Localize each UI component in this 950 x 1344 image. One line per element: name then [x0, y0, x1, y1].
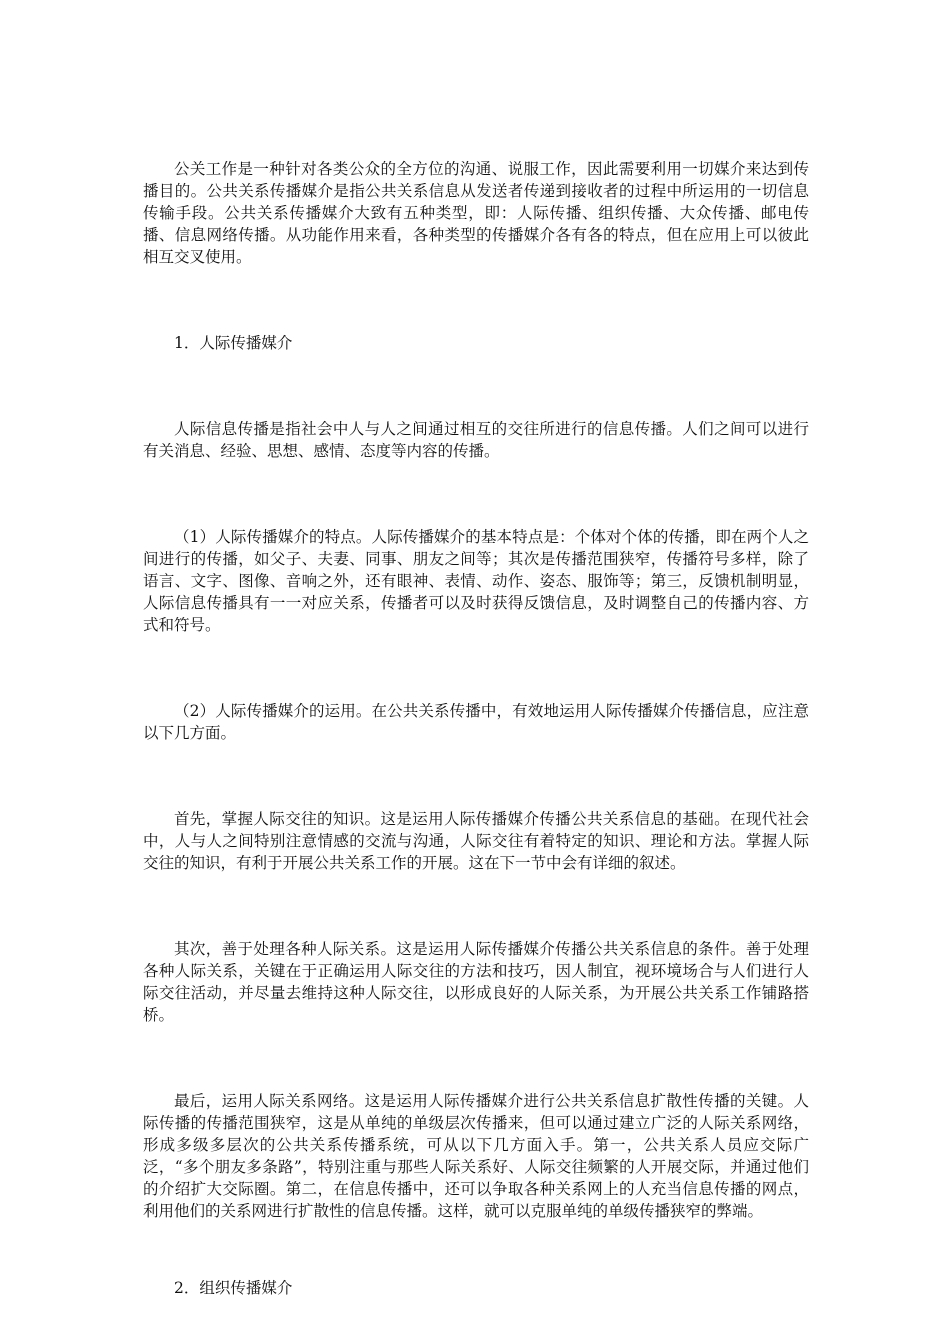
- first-point-paragraph: 首先，掌握人际交往的知识。这是运用人际传播媒介传播公共关系信息的基础。在现代社会中，人与人之间特别注意情感的交流与沟通，人际交往有着特定的知识、理论和方法。掌握人际交往的知识，有利于开展公共关系工作的开展。这在下一节中会有详细的叙述。: [143, 810, 809, 872]
- spacer: [143, 1222, 809, 1277]
- spacer: [143, 462, 809, 526]
- spacer: [143, 1026, 809, 1090]
- features-paragraph: （1）人际传播媒介的特点。人际传播媒介的基本特点是：个体对个体的传播，即在两个人之间进行的传播，如父子、夫妻、同事、朋友之间等；其次是传播范围狭窄，传播符号多样，除了语言、文字、图像、音响之外，还有眼神、表情、动作、姿态、服饰等；第三，反馈机制明显，人际信息传播具有一一对应关系，传播者可以及时获得反馈信息，及时调整自己的传播内容、方式和符号。: [143, 528, 809, 634]
- interpersonal-definition-paragraph: 人际信息传播是指社会中人与人之间通过相互的交往所进行的信息传播。人们之间可以进行有关消息、经验、思想、感情、态度等内容的传播。: [143, 420, 809, 460]
- third-point-paragraph: 最后，运用人际关系网络。这是运用人际传播媒介进行公共关系信息扩散性传播的关键。人际传播的传播范围狭窄，这是从单纯的单级层次传播来，但可以通过建立广泛的人际关系网络，形成多级多层次的公共关系传播系统，可从以下几方面入手。第一，公共关系人员应交际广泛，“多个朋友多条路”，特别注重与那些人际关系好、人际交往频繁的人开展交际，并通过他们的介绍扩大交际圈。第二，在信息传播中，还可以争取各种关系网上的人充当信息传播的网点，利用他们的关系网进行扩散性的信息传播。这样，就可以克服单纯的单级传播狭窄的弊端。: [143, 1092, 809, 1220]
- spacer: [143, 874, 809, 938]
- usage-paragraph: （2）人际传播媒介的运用。在公共关系传播中，有效地运用人际传播媒介传播信息，应注意以下几方面。: [143, 702, 809, 742]
- section-heading-interpersonal: 1．人际传播媒介: [174, 334, 293, 352]
- spacer: [143, 268, 809, 332]
- spacer: [143, 354, 809, 418]
- section-heading-organizational: 2．组织传播媒介: [174, 1279, 293, 1297]
- intro-paragraph: 公关工作是一种针对各类公众的全方位的沟通、说服工作，因此需要利用一切媒介来达到传播目的。公共关系传播媒介是指公共关系信息从发送者传递到接收者的过程中所运用的一切信息传输手段。公共关系传播媒介大致有五种类型，即：人际传播、组织传播、大众传播、邮电传播、信息网络传播。从功能作用来看，各种类型的传播媒介各有各的特点，但在应用上可以彼此相互交叉使用。: [143, 160, 809, 266]
- spacer: [143, 636, 809, 700]
- document-page: [143, 158, 809, 1299]
- spacer: [143, 744, 809, 808]
- second-point-paragraph: 其次，善于处理各种人际关系。这是运用人际传播媒介传播公共关系信息的条件。善于处理各种人际关系，关键在于正确运用人际交往的方法和技巧，因人制宜，视环境场合与人们进行人际交往活动，并尽量去维持这种人际交往，以形成良好的人际关系，为开展公共关系工作铺路搭桥。: [143, 940, 809, 1024]
